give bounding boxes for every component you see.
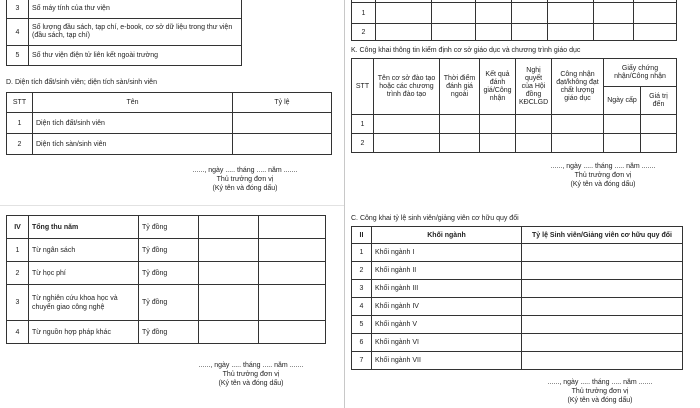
row-number: 1 (352, 244, 372, 262)
signature-note: (Ký tên và đóng dấu) (218, 380, 284, 387)
row-number: 7 (352, 352, 372, 370)
table-row (7, 285, 326, 321)
signature-title: Thủ trưởng đơn vị (574, 172, 632, 179)
row-number: 5 (7, 46, 29, 66)
table-header (7, 216, 326, 239)
row-number: 2 (352, 134, 374, 153)
table-row (7, 46, 242, 66)
header-ratio: Tỷ lệ (233, 93, 332, 113)
header-field: Khối ngành (372, 227, 522, 244)
row-label: Từ ngân sách (29, 239, 139, 262)
signature-note: (Ký tên và đóng dấu) (570, 181, 636, 188)
row-number: 3 (7, 0, 29, 19)
signature-date: ......, ngày ..... tháng ..... năm ....... (198, 362, 304, 369)
row-value (233, 113, 332, 134)
table-row (352, 262, 683, 280)
table-row (352, 24, 677, 41)
table-header (352, 227, 683, 244)
table-row (352, 352, 683, 370)
signature-note: (Ký tên và đóng dấu) (567, 397, 633, 404)
signature-title: Thủ trưởng đơn vị (216, 176, 274, 183)
row-label: Từ nguồn hợp pháp khác (29, 321, 139, 344)
header-ratio: Tỷ lệ Sinh viên/Giảng viên cơ hữu quy đổi (522, 227, 683, 244)
row-label: Từ nghiên cứu khoa học và chuyển giao công nghệ (29, 285, 139, 321)
land-area-table (6, 92, 332, 155)
row-number: 5 (352, 316, 372, 334)
header-recognition: Công nhận đạt/không đạt chất lượng giáo dục (552, 59, 604, 115)
section-divider (0, 205, 344, 206)
table-row (352, 115, 677, 134)
header-certificate: Giấy chứng nhận/Công nhận (604, 59, 677, 87)
header-stt: STT (352, 59, 374, 115)
table-row (7, 239, 326, 262)
revenue-table (6, 215, 326, 344)
table-row (352, 298, 683, 316)
row-number: 1 (7, 239, 29, 262)
row-number: 4 (7, 19, 29, 46)
row-label: Khối ngành VII (372, 352, 522, 370)
table-row (7, 262, 326, 285)
row-number: 2 (7, 262, 29, 285)
signature-block (525, 378, 675, 405)
table-row (352, 244, 683, 262)
table-row (352, 280, 683, 298)
header-name: Tên cơ sở đào tạo hoặc các chương trình đào tạo (374, 59, 440, 115)
signature-block (176, 361, 326, 388)
table-row (7, 134, 332, 155)
header-stt: STT (7, 93, 33, 113)
row-number: 6 (352, 334, 372, 352)
table-row (352, 3, 677, 24)
section-c-caption: C. Công khai tỷ lệ sinh viên/giảng viên cơ hữu quy đổi (351, 215, 519, 222)
signature-title: Thủ trưởng đơn vị (222, 371, 280, 378)
header-number: II (352, 227, 372, 244)
signature-block (528, 162, 678, 189)
row-number: 1 (352, 115, 374, 134)
row-label: Diện tích sàn/sinh viên (33, 134, 233, 155)
accreditation-table (351, 58, 677, 153)
row-label: Diện tích đất/sinh viên (33, 113, 233, 134)
header-issued: Ngày cấp (604, 87, 641, 115)
header-resolution: Nghị quyết của Hội đồng KĐCLGD (516, 59, 552, 115)
table-row (352, 316, 683, 334)
row-number: 2 (7, 134, 33, 155)
row-label: Số thư viện điện tử liên kết ngoài trường (29, 46, 242, 66)
table-row (352, 134, 677, 153)
signature-date: ......, ngày ..... tháng ..... năm ....... (550, 163, 656, 170)
header-number: IV (7, 216, 29, 239)
signature-date: ......, ngày ..... tháng ..... năm ....... (547, 379, 653, 386)
row-number: 2 (352, 24, 376, 41)
unit-label: Tỷ đồng (139, 216, 199, 239)
row-label: Từ học phí (29, 262, 139, 285)
page-divider (344, 0, 345, 408)
row-number: 4 (352, 298, 372, 316)
unit-label: Tỷ đồng (139, 262, 199, 285)
section-d-caption: D. Diện tích đất/sinh viên; diện tích sàn/sinh viên (6, 79, 157, 86)
row-label: Khối ngành IV (372, 298, 522, 316)
row-label: Khối ngành I (372, 244, 522, 262)
row-label: Số máy tính của thư viện (29, 0, 242, 19)
row-number: 3 (7, 285, 29, 321)
row-value (233, 134, 332, 155)
row-number: 1 (7, 113, 33, 134)
header-total-revenue: Tổng thu năm (29, 216, 139, 239)
signature-block (170, 166, 320, 193)
row-number: 4 (7, 321, 29, 344)
table-row (7, 113, 332, 134)
row-label: Khối ngành VI (372, 334, 522, 352)
table-row (7, 19, 242, 46)
signature-note: (Ký tên và đóng dấu) (212, 185, 278, 192)
signature-date: ......, ngày ..... tháng ..... năm ....... (192, 167, 298, 174)
unit-label: Tỷ đồng (139, 285, 199, 321)
table-row (352, 334, 683, 352)
row-label: Số lượng đầu sách, tạp chí, e-book, cơ sở dữ liệu trong thư viện (đầu sách, tạp chí) (29, 19, 242, 46)
section-k-caption: K. Công khai thông tin kiểm định cơ sở giáo dục và chương trình giáo dục (351, 47, 581, 54)
header-result: Kết quả đánh giá/Công nhận (480, 59, 516, 115)
table-header (352, 59, 677, 87)
row-label: Khối ngành II (372, 262, 522, 280)
row-number: 1 (352, 3, 376, 24)
header-time: Thời điểm đánh giá ngoài (440, 59, 480, 115)
table-header (7, 93, 332, 113)
row-label: Khối ngành III (372, 280, 522, 298)
table-row (7, 0, 242, 19)
header-name: Tên (33, 93, 233, 113)
library-table (6, 0, 242, 66)
unit-label: Tỷ đồng (139, 321, 199, 344)
unit-label: Tỷ đồng (139, 239, 199, 262)
ratio-table (351, 226, 683, 370)
row-label: Khối ngành V (372, 316, 522, 334)
header-valid: Giá trị đến (641, 87, 677, 115)
row-number: 2 (352, 262, 372, 280)
table-row (7, 321, 326, 344)
top-right-table (351, 0, 677, 41)
row-number: 3 (352, 280, 372, 298)
signature-title: Thủ trưởng đơn vị (571, 388, 629, 395)
